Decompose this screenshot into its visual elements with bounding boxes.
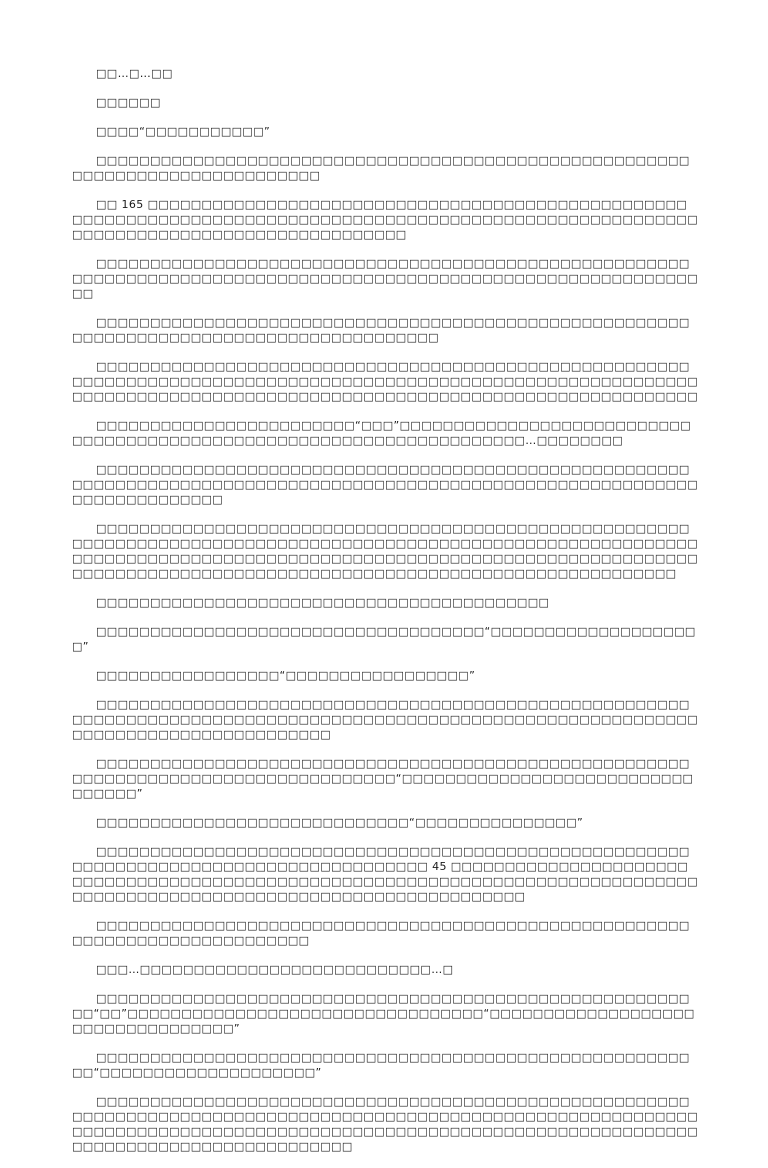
paragraph-8: □□□□□□□□□□□□□□□□□□□□□□□□□□□□□□□□□□□□□□□□□□□□□□□□□□□□□□□□□□□□□□□□□□□□□□□□□□□□□□□□□□□□□□□□□□□□□□□□□□□□□□□□□□□□□□□□□□□□□□□□□□□□□□□□□□□□□□□□□□□□□□□□□□□□□□□□□□□□□□□□□□□□□□□□□□□	[72, 360, 698, 403]
paragraph-3: □□□□“□□□□□□□□□□□”	[96, 125, 271, 138]
paragraph-15: □□□□□□□□□□□□□□□□□□□□□□□□□□□□□□□□□□□□□□□□□□□□□□□□□□□□□□□□□□□□□□□□□□□□□□□□□□□□□□□□□□□□□□□□□□□□□□□□□□□□□□□□□□□□□□□□□□□□□□□□□□□□□□□□□□□□□□□□□	[72, 698, 698, 741]
document-body	[72, 66, 698, 1168]
paragraph-13: □□□□□□□□□□□□□□□□□□□□□□□□□□□□□□□□□□□□“□□□□□□□□□□□□□□□□□□□□”	[72, 625, 696, 653]
paragraph-11: □□□□□□□□□□□□□□□□□□□□□□□□□□□□□□□□□□□□□□□□□□□□□□□□□□□□□□□□□□□□□□□□□□□□□□□□□□□□□□□□□□□□□□□□□□□□□□□□□□□□□□□□□□□□□□□□□□□□□□□□□□□□□□□□□□□□□□□□□□□□□□□□□□□□□□□□□□□□□□□□□□□□□□□□□□□□□□□□□□□□□□□□□□□□□□□□□□□□□□□□□□□□□□□□□□□□□□□□□□□□□□□□□□□	[72, 522, 698, 580]
paragraph-17: □□□□□□□□□□□□□□□□□□□□□□□□□□□□□“□□□□□□□□□□□□□□□”	[96, 816, 584, 829]
paragraph-6: □□□□□□□□□□□□□□□□□□□□□□□□□□□□□□□□□□□□□□□□□□□□□□□□□□□□□□□□□□□□□□□□□□□□□□□□□□□□□□□□□□□□□□□□□□□□□□□□□□□□□□□□□□□□□□□□□□□	[72, 257, 698, 300]
paragraph-2: □□□□□□	[96, 96, 161, 109]
paragraph-5: □□ 165 □□□□□□□□□□□□□□□□□□□□□□□□□□□□□□□□□□□□□□□□□□□□□□□□□□□□□□□□□□□□□□□□□□□□□□□□□□□□□□□□□□□□□□□□□□□□□□□□□□□□□□□□□□□□□□□□□□□□□□□□□□□□□□□□□□□□□□□□□□□	[72, 198, 698, 241]
paragraph-7: □□□□□□□□□□□□□□□□□□□□□□□□□□□□□□□□□□□□□□□□□□□□□□□□□□□□□□□□□□□□□□□□□□□□□□□□□□□□□□□□□□□□□□□□□	[72, 316, 690, 344]
paragraph-9: □□□□□□□□□□□□□□□□□□□□□□□□“□□□”□□□□□□□□□□□□□□□□□□□□□□□□□□□□□□□□□□□□□□□□□□□□□□□□□□□□□□□□□□□□□□□□□□□□□…□□□□□□□□	[72, 419, 692, 447]
paragraph-4: □□□□□□□□□□□□□□□□□□□□□□□□□□□□□□□□□□□□□□□□□□□□□□□□□□□□□□□□□□□□□□□□□□□□□□□□□□□□□□	[72, 154, 690, 182]
paragraph-20: □□□…□□□□□□□□□□□□□□□□□□□□□□□□□□□…□	[96, 963, 454, 976]
paragraph-10: □□□□□□□□□□□□□□□□□□□□□□□□□□□□□□□□□□□□□□□□□□□□□□□□□□□□□□□□□□□□□□□□□□□□□□□□□□□□□□□□□□□□□□□□□□□□□□□□□□□□□□□□□□□□□□□□□□□□□□□□□□□□□□□	[72, 463, 698, 506]
paragraph-12: □□□□□□□□□□□□□□□□□□□□□□□□□□□□□□□□□□□□□□□□□□	[96, 596, 550, 609]
paragraph-22: □□□□□□□□□□□□□□□□□□□□□□□□□□□□□□□□□□□□□□□□□□□□□□□□□□□□□□□□□“□□□□□□□□□□□□□□□□□□□□”	[72, 1051, 690, 1079]
paragraph-16: □□□□□□□□□□□□□□□□□□□□□□□□□□□□□□□□□□□□□□□□□□□□□□□□□□□□□□□□□□□□□□□□□□□□□□□□□□□□□□□□□□□□□“□□□□□□□□□□□□□□□□□□□□□□□□□□□□□□□□□”	[72, 757, 694, 800]
paragraph-1: □□…□…□□	[96, 67, 173, 80]
paragraph-14: □□□□□□□□□□□□□□□□□“□□□□□□□□□□□□□□□□□”	[96, 669, 476, 682]
paragraph-23: □□□□□□□□□□□□□□□□□□□□□□□□□□□□□□□□□□□□□□□□□□□□□□□□□□□□□□□□□□□□□□□□□□□□□□□□□□□□□□□□□□□□□□□□□□□□□□□□□□□□□□□□□□□□□□□□□□□□□□□□□□□□□□□□□□□□□□□□□□□□□□□□□□□□□□□□□□□□□□□□□□□□□□□□□□□□□□□□□□□□□□□□□□□□□□□□□□□□□	[72, 1095, 698, 1153]
paragraph-21: □□□□□□□□□□□□□□□□□□□□□□□□□□□□□□□□□□□□□□□□□□□□□□□□□□□□□□□□□“□□”□□□□□□□□□□□□□□□□□□□□□□□□□□□□□□□□□“□□□□□□□□□□□□□□□□□□□□□□□□□□□□□□□□□□”	[72, 992, 695, 1035]
paragraph-19: □□□□□□□□□□□□□□□□□□□□□□□□□□□□□□□□□□□□□□□□□□□□□□□□□□□□□□□□□□□□□□□□□□□□□□□□□□□□□	[72, 919, 690, 947]
paragraph-18: □□□□□□□□□□□□□□□□□□□□□□□□□□□□□□□□□□□□□□□□□□□□□□□□□□□□□□□□□□□□□□□□□□□□□□□□□□□□□□□□□□□□□□□□ 45 □□□□□□□□□□□□□□□□□□□□□□□□□□□□□□□□□□□□□□□□□□□□□□□□□□□□□□□□□□□□□□□□□□□□□□□□□□□□□□□□□□□□□□□□□□□□□□□□□□□□□□□□□□□□□□□□□□□□□□□□□□	[72, 845, 698, 903]
